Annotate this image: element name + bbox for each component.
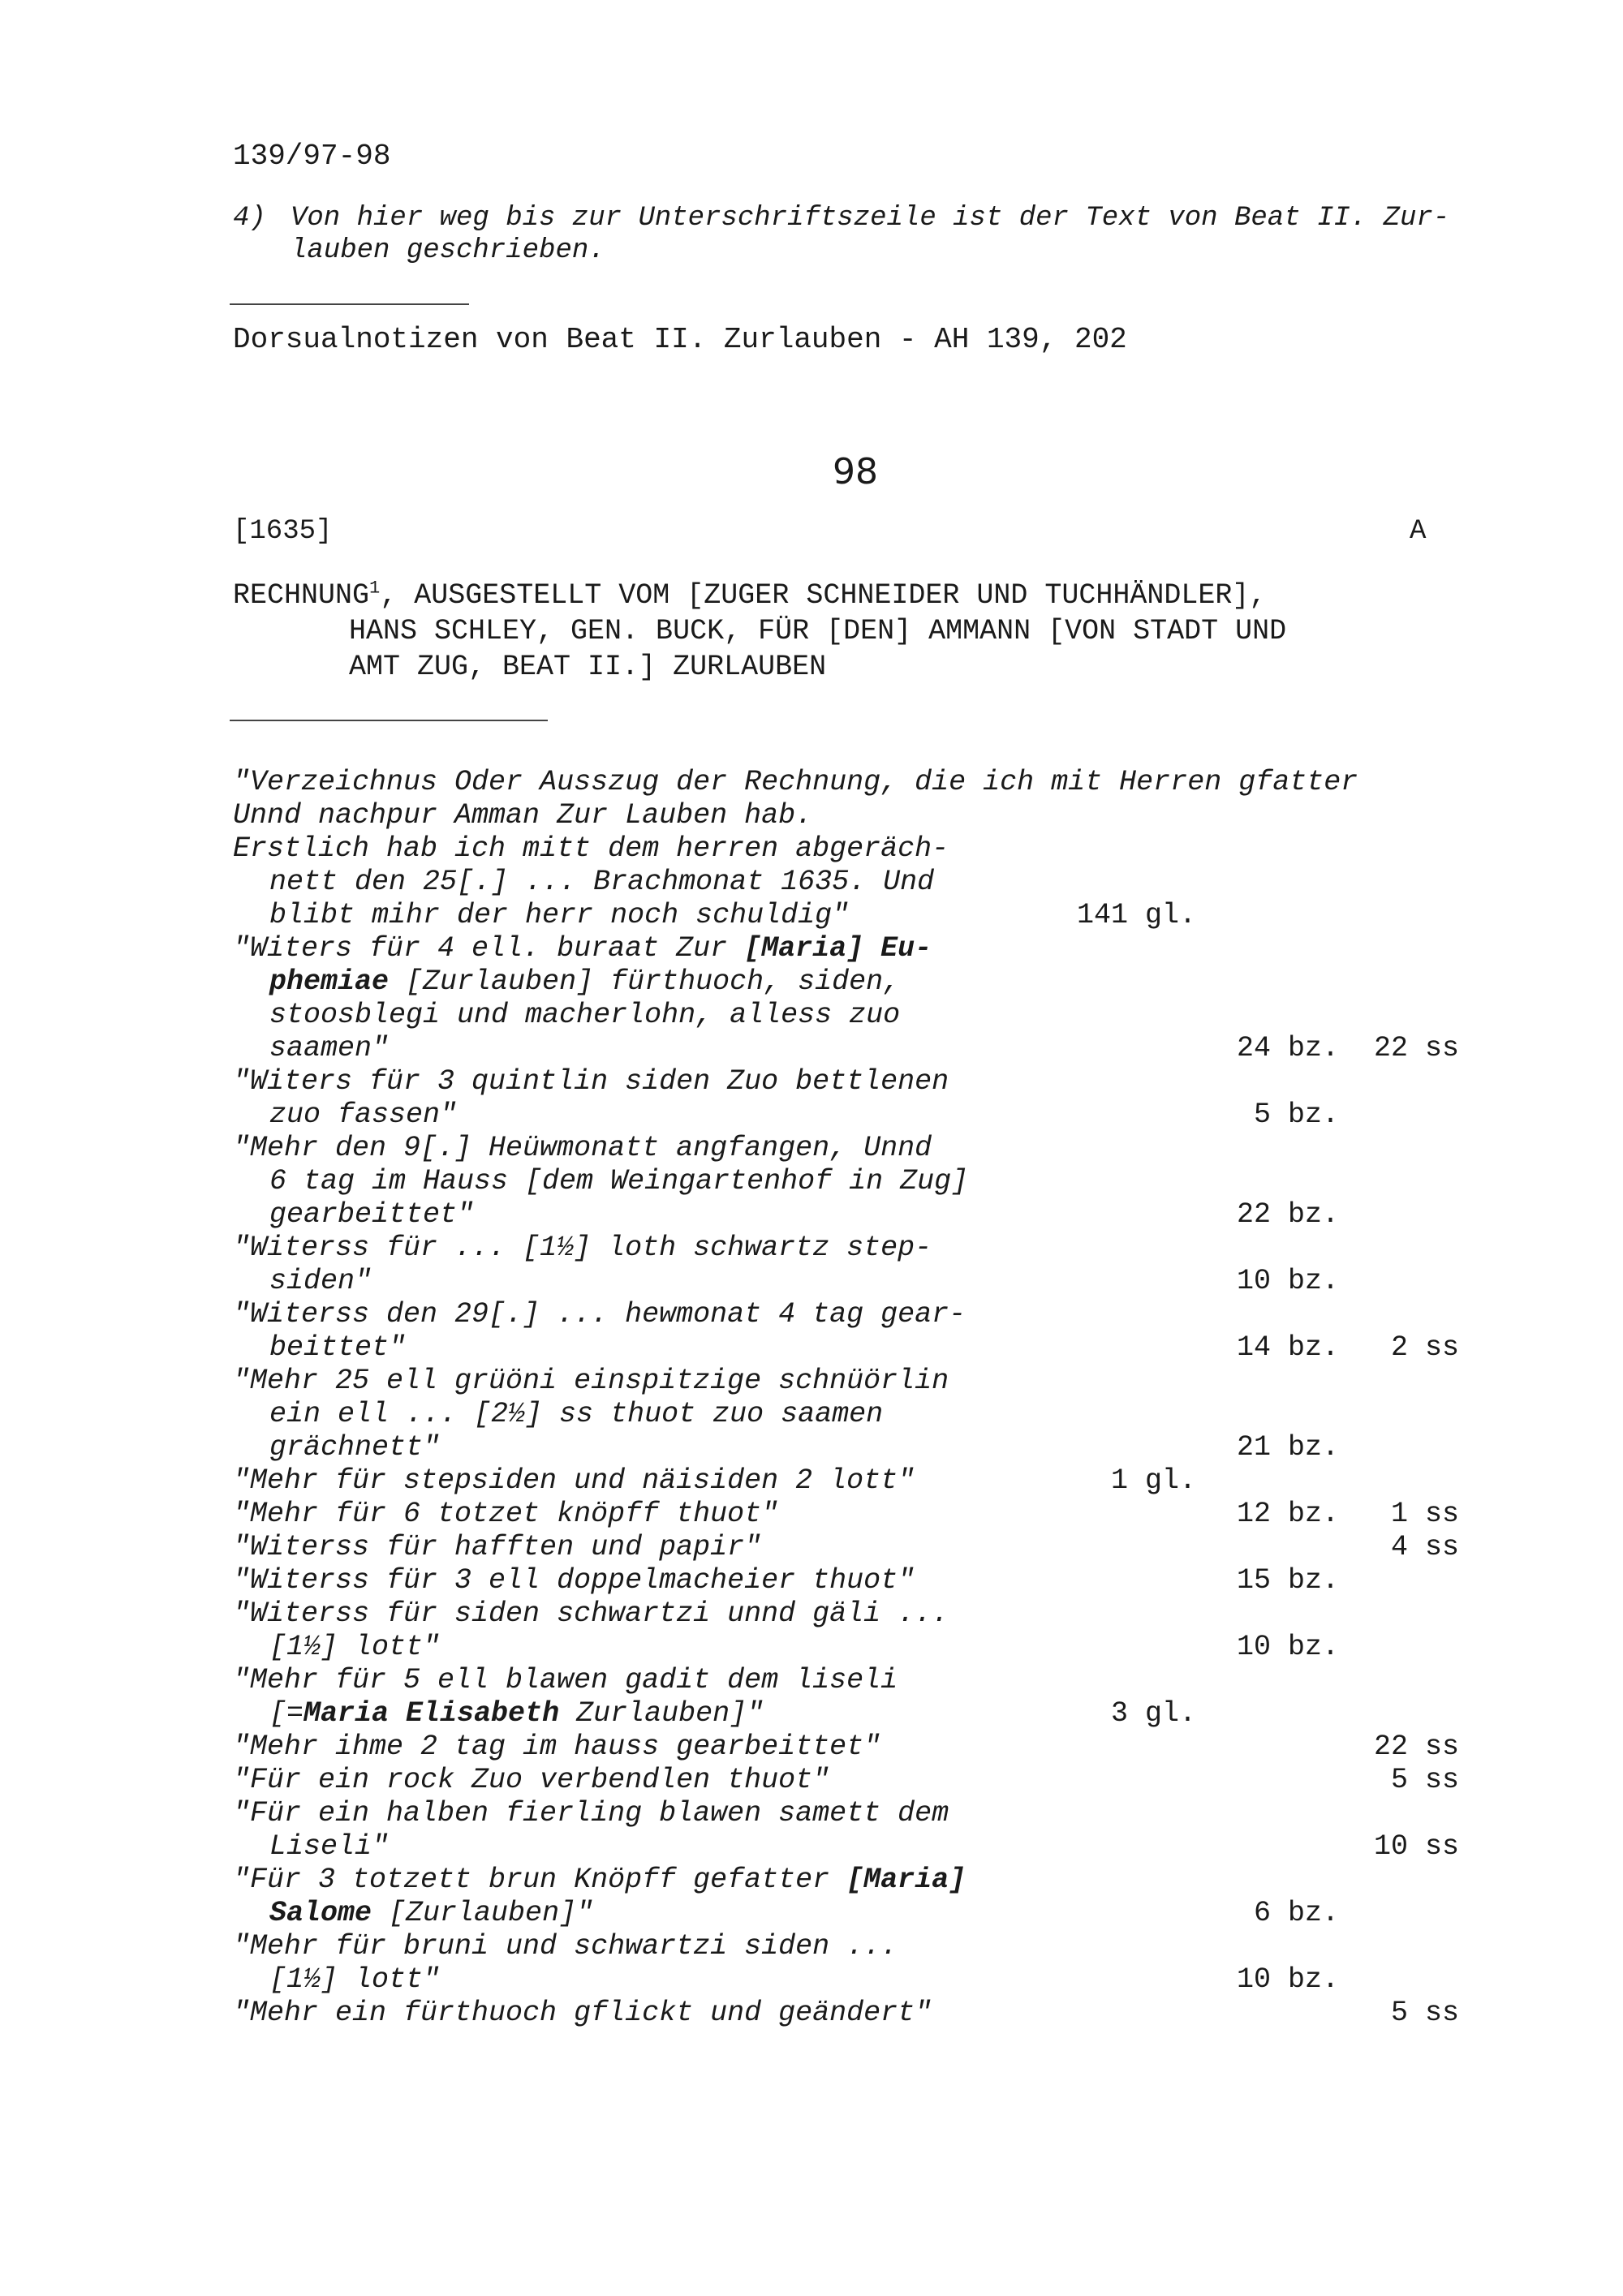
entry-text: "Mehr ihme 2 tag im hauss gearbeittet": [233, 1731, 881, 1763]
heading-title-rest: , AUSGESTELLT VOM [ZUGER SCHNEIDER UND TUCHHÄNDLER],: [380, 579, 1267, 612]
entry-text: [1½] lott": [269, 1631, 441, 1663]
amount-batzen: 14 bz.: [1236, 1331, 1339, 1364]
entry-text: "Für ein rock Zuo verbendlen thuot": [233, 1764, 830, 1796]
entry-text: gearbeittet": [269, 1198, 475, 1231]
document-date: [1635]: [233, 516, 333, 547]
entry-text-line: [233, 1664, 898, 1696]
amount-schilling: 5 ss: [1390, 1997, 1459, 2029]
entry-text: [=: [269, 1697, 304, 1730]
entry-text-line: [233, 1365, 949, 1397]
entry-text-line: [269, 1830, 389, 1863]
entry-text-line: [233, 1132, 932, 1164]
footnote-separator: [230, 303, 469, 305]
entry-text-line: [233, 932, 932, 965]
entry-text: "Mehr den 9[.] Heüwmonatt angfangen, Unnd: [233, 1132, 932, 1164]
entry-text: ein ell ... [2½] ss thuot zuo saamen: [269, 1398, 884, 1430]
entry-text-line: [233, 1864, 966, 1896]
entry-text-line: [233, 1065, 949, 1098]
entry-text-line: [233, 1731, 880, 1763]
entry-name-emphasis: [Maria] Eu-: [744, 932, 932, 965]
entry-text-line: [233, 832, 949, 865]
entry-text: Zurlauben]": [559, 1697, 764, 1730]
heading-separator: [230, 720, 548, 721]
amount-schilling: 10 ss: [1373, 1830, 1459, 1863]
entry-text: "Witerss den 29[.] ... hewmonat 4 tag gear-: [233, 1298, 966, 1331]
entry-text-line: [269, 1398, 883, 1430]
footnote-reference: 1: [369, 578, 381, 599]
amount-batzen: 15 bz.: [1236, 1564, 1339, 1597]
amount-batzen: 5 bz.: [1253, 1099, 1339, 1131]
entry-text-line: [269, 965, 900, 998]
footnote-line-2: lauben geschrieben.: [291, 235, 605, 266]
entry-text-line: [269, 1099, 457, 1131]
entry-text: "Witerss für siden schwartzi unnd gäli ...: [233, 1597, 949, 1630]
entry-text-line: [233, 1298, 966, 1331]
amount-schilling: 22 ss: [1373, 1731, 1459, 1763]
document-number: 98: [833, 451, 878, 492]
amount-schilling: 22 ss: [1373, 1032, 1459, 1064]
entry-text-line: [233, 1797, 949, 1829]
entry-text: "Witerss für ... [1½] loth schwartz step-: [233, 1232, 932, 1264]
entry-text-line: [269, 1265, 372, 1297]
amount-batzen: 10 bz.: [1236, 1963, 1339, 1996]
entry-text: "Witers für 4 ell. buraat Zur: [233, 932, 745, 965]
entry-name-emphasis: phemiae: [269, 965, 390, 998]
intro-line-2: Unnd nachpur Amman Zur Lauben hab.: [233, 799, 813, 832]
entry-text: "Für ein halben fierling blawen samett dem: [233, 1797, 949, 1829]
document-letter: A: [1410, 516, 1427, 547]
footnote-line-1: Von hier weg bis zur Unterschriftszeile ist der Text von Beat II. Zur-: [291, 203, 1450, 234]
amount-gulden: 1 gl.: [1110, 1464, 1196, 1497]
amount-batzen: 22 bz.: [1236, 1198, 1339, 1231]
entry-text-line: [233, 1531, 761, 1563]
amount-batzen: 21 bz.: [1236, 1431, 1339, 1464]
entry-text: nett den 25[.] ... Brachmonat 1635. Und: [269, 866, 935, 898]
entry-text-line: [269, 1331, 406, 1364]
amount-schilling: 2 ss: [1390, 1331, 1459, 1364]
footnote-marker: 4): [233, 203, 266, 234]
entry-text-line: [233, 1232, 932, 1264]
entry-text: beittet": [269, 1331, 407, 1364]
entry-text-line: [233, 1464, 915, 1497]
amount-gulden: 3 gl.: [1110, 1697, 1196, 1730]
entry-text-line: [269, 899, 849, 931]
entry-text-line: [269, 1963, 440, 1996]
entry-text: [1½] lott": [269, 1963, 441, 1996]
entry-text-line: [233, 1597, 949, 1630]
heading-title: RECHNUNG: [233, 579, 370, 612]
heading-line-3: AMT ZUG, BEAT II.] ZURLAUBEN: [349, 651, 827, 683]
entry-text: "Mehr 25 ell grüöni einspitzige schnüörlin: [233, 1365, 949, 1397]
entry-text: grächnett": [269, 1431, 441, 1464]
amount-batzen: 6 bz.: [1253, 1897, 1339, 1929]
entry-text-line: [269, 1165, 968, 1197]
amount-batzen: 12 bz.: [1236, 1498, 1339, 1530]
entry-text-line: [269, 1431, 440, 1464]
entry-text-line: [269, 866, 934, 898]
amount-batzen: 10 bz.: [1236, 1265, 1339, 1297]
entry-text: [Zurlauben] fürthuoch, siden,: [389, 965, 901, 998]
entry-text: stoosblegi und macherlohn, alless zuo: [269, 999, 901, 1031]
amount-schilling: 1 ss: [1390, 1498, 1459, 1530]
entry-text-line: [269, 1697, 764, 1730]
entry-text-line: [269, 999, 900, 1031]
entry-text-line: [233, 1498, 778, 1530]
entry-text: blibt mihr der herr noch schuldig": [269, 899, 850, 931]
entry-text: Liseli": [269, 1830, 390, 1863]
entry-text-line: [233, 1764, 829, 1796]
entry-name-emphasis: Salome: [269, 1897, 372, 1929]
amount-gulden: 141 gl.: [1076, 899, 1196, 931]
amount-schilling: 5 ss: [1390, 1764, 1459, 1796]
intro-line-1: "Verzeichnus Oder Ausszug der Rechnung, die ich mit Herren gfatter: [233, 766, 1358, 798]
entry-text: "Witerss für hafften und papir": [233, 1531, 762, 1563]
entry-text: "Mehr für bruni und schwartzi siden ...: [233, 1930, 898, 1963]
page-reference: 139/97-98: [233, 140, 391, 173]
heading-line-2: HANS SCHLEY, GEN. BUCK, FÜR [DEN] AMMANN [VON STADT UND: [349, 615, 1287, 647]
entry-text: "Mehr für 6 totzet knöpff thuot": [233, 1498, 779, 1530]
entry-text: zuo fassen": [269, 1099, 458, 1131]
entry-text-line: [269, 1198, 474, 1231]
entry-text: saamen": [269, 1032, 390, 1064]
entry-text: "Witerss für 3 ell doppelmacheier thuot": [233, 1564, 915, 1597]
entry-text: 6 tag im Hauss [dem Weingartenhof in Zug]: [269, 1165, 969, 1197]
amount-batzen: 10 bz.: [1236, 1631, 1339, 1663]
entry-text-line: [233, 1564, 915, 1597]
entry-name-emphasis: Maria Elisabeth: [304, 1697, 560, 1730]
entry-text-line: [269, 1897, 593, 1929]
entry-text: "Witers für 3 quintlin siden Zuo bettlenen: [233, 1065, 949, 1098]
entry-text-line: [233, 1930, 898, 1963]
entry-name-emphasis: [Maria]: [846, 1864, 966, 1896]
amount-batzen: 24 bz.: [1236, 1032, 1339, 1064]
entry-text: siden": [269, 1265, 372, 1297]
entry-text: Erstlich hab ich mitt dem herren abgeräch-: [233, 832, 949, 865]
dorsual-notes: Dorsualnotizen von Beat II. Zurlauben - AH 139, 202: [233, 323, 1127, 356]
entry-text: "Für 3 totzett brun Knöpff gefatter: [233, 1864, 847, 1896]
entry-text: [Zurlauben]": [372, 1897, 594, 1929]
entry-text: "Mehr für 5 ell blawen gadit dem liseli: [233, 1664, 898, 1696]
entry-text-line: [269, 1032, 389, 1064]
entry-text-line: [269, 1631, 440, 1663]
entry-text: "Mehr für stepsiden und näisiden 2 lott": [233, 1464, 915, 1497]
amount-schilling: 4 ss: [1390, 1531, 1459, 1563]
entry-text-line: [233, 1997, 932, 2029]
heading-line-1: [233, 579, 1266, 612]
entry-text: "Mehr ein fürthuoch gflickt und geändert": [233, 1997, 932, 2029]
